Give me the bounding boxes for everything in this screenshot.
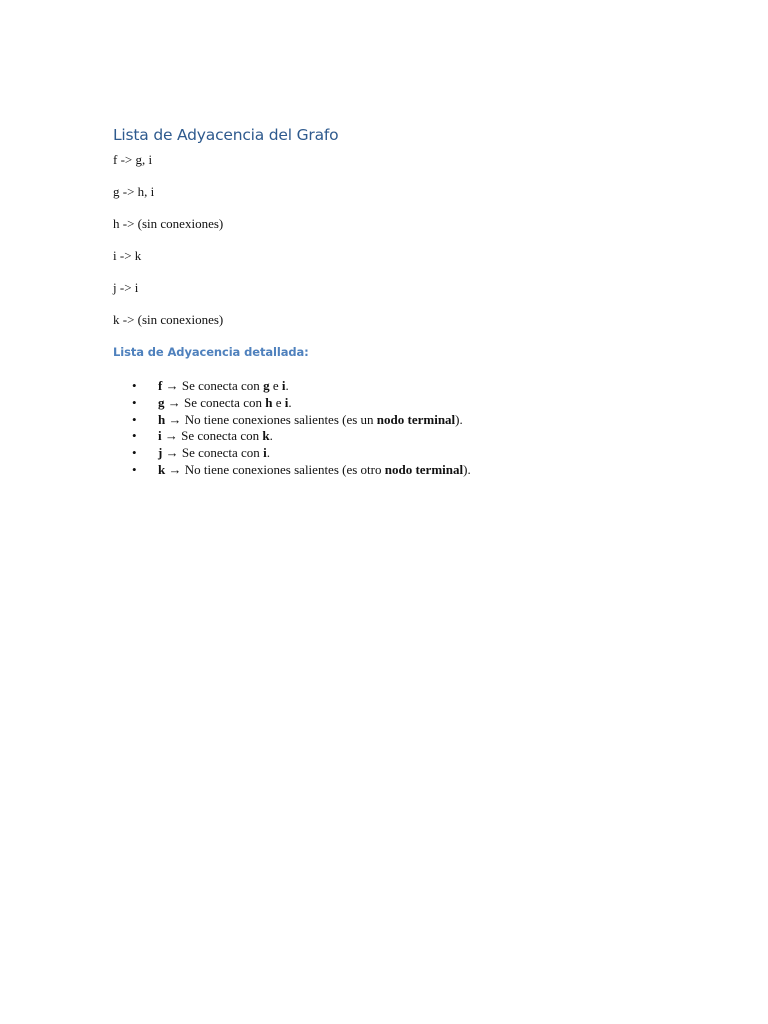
item-text: . [269, 428, 273, 444]
item-bold: i [281, 378, 286, 393]
item-bold: g [263, 378, 270, 393]
arrow-text: → [162, 445, 182, 461]
list-item [113, 395, 673, 412]
item-text: No tiene conexiones salientes (es un [184, 411, 377, 427]
arrow-text: → [165, 411, 185, 427]
list-item [113, 378, 673, 395]
item-bold: i [284, 394, 289, 410]
item-text: . [266, 445, 270, 461]
node-label: g [158, 394, 165, 410]
item-text: . [285, 378, 289, 393]
item-text: ). [463, 461, 471, 477]
item-text: Se conecta con [181, 378, 264, 393]
adjacency-line-k: k -> (sin conexiones) [113, 312, 224, 327]
item-text: e [272, 394, 285, 410]
bullet-icon: • [132, 461, 137, 477]
item-text: No tiene conexiones salientes (es otro [184, 461, 385, 477]
item-text: Se conecta con [181, 428, 263, 444]
bullet-icon: • [132, 394, 137, 410]
adjacency-line-i: i -> k [113, 248, 142, 263]
node-label: j [158, 445, 163, 461]
node-label: k [158, 461, 166, 477]
node-label: i [158, 428, 162, 444]
list-item [113, 462, 673, 479]
document-content [113, 124, 673, 479]
item-bold: k [262, 428, 270, 444]
item-bold: h [265, 394, 273, 410]
item-bold: nodo terminal [376, 411, 456, 427]
item-text: Se conecta con [181, 445, 264, 461]
detail-list [113, 378, 673, 479]
item-text: . [288, 394, 292, 410]
list-item [113, 412, 673, 429]
adjacency-line-h: h -> (sin conexiones) [113, 216, 224, 231]
bullet-icon: • [132, 428, 137, 444]
bullet-icon: • [132, 378, 137, 393]
document-title: Lista de Adyacencia del Grafo [113, 126, 339, 144]
arrow-text: → [165, 461, 185, 477]
item-bold: i [263, 445, 267, 461]
item-text: Se conecta con [184, 394, 266, 410]
detail-subtitle: Lista de Adyacencia detallada: [113, 345, 309, 359]
node-label: h [158, 411, 166, 427]
list-item [113, 445, 673, 462]
node-label: f [158, 378, 163, 393]
list-item [113, 428, 673, 445]
adjacency-line-j: j -> i [113, 280, 139, 295]
adjacency-line-f: f -> g, i [113, 152, 153, 167]
item-text: e [269, 378, 282, 393]
arrow-text: → [164, 394, 184, 410]
bullet-icon: • [132, 411, 137, 427]
arrow-text: → [162, 378, 182, 393]
adjacency-line-g: g -> h, i [113, 184, 155, 199]
item-text: ). [455, 411, 463, 427]
item-bold: nodo terminal [384, 461, 464, 477]
bullet-icon: • [132, 445, 137, 461]
arrow-text: → [161, 428, 182, 444]
